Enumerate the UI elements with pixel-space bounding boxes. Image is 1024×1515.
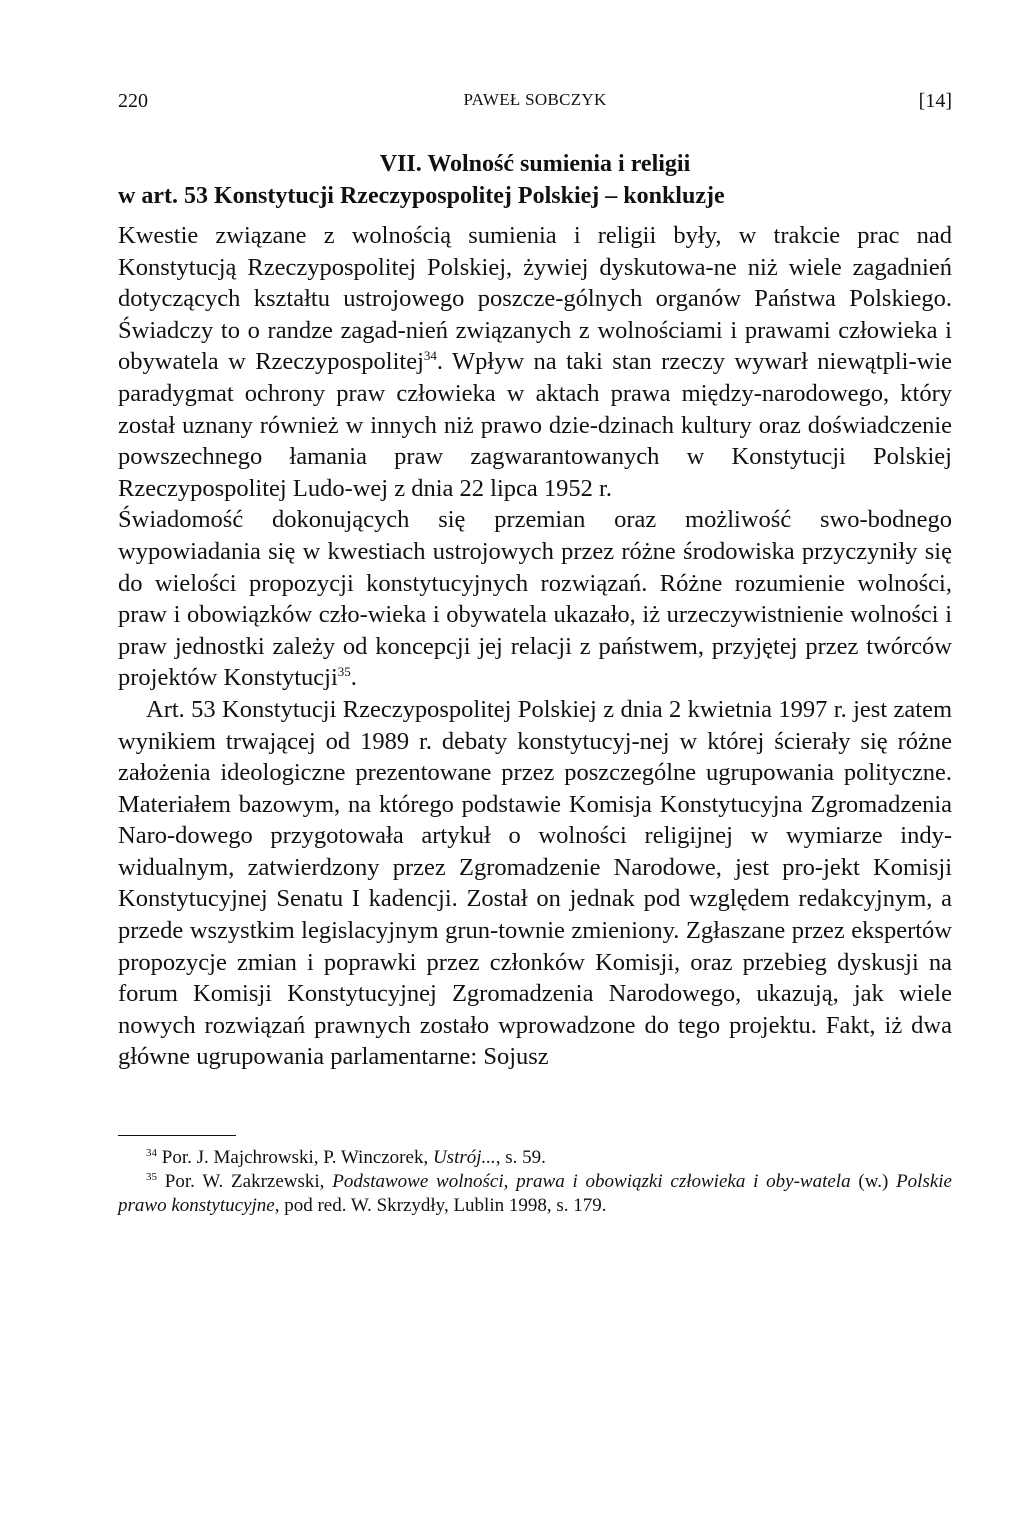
- paragraph-1-text-b: . Wpływ na taki stan rzeczy wywarł niewątpli-wie paradygmat ochrony praw człowieka w aktach prawa między-narodowego, który został uznany również w innych niż prawo dzie-dzinach kultury oraz doświadczenie powszechnego łamania praw zagwarantowanych w Konstytucji Polskiej Rzeczypospolitej Ludo-wej z dnia 22 lipca 1952 r.: [118, 348, 952, 502]
- paragraph-1: [118, 220, 952, 504]
- footnote-35-text-b: (w.): [850, 1171, 897, 1193]
- footnote-35-title: Podstawowe wolności, prawa i obowiązki człowieka i oby-watela: [332, 1171, 851, 1193]
- heading-line-1: VII. Wolność sumienia i religii: [379, 151, 691, 177]
- footnote-35: [118, 1170, 952, 1218]
- running-head: [118, 84, 952, 120]
- footnote-34-number: 34: [146, 1147, 157, 1160]
- footnote-34-text-a: Por. J. Majchrowski, P. Winczorek,: [161, 1147, 433, 1169]
- paragraph-2: [118, 504, 952, 694]
- footnotes: [118, 1146, 952, 1218]
- footnote-ref-35: 35: [337, 664, 351, 680]
- footnote-34: [118, 1146, 952, 1170]
- footnote-34-text-b: , s. 59.: [495, 1147, 546, 1169]
- page-number: 220: [118, 90, 148, 112]
- footnote-35-title-2: Polskie prawo konstytucyjne: [118, 1171, 952, 1217]
- footnote-35-number: 35: [146, 1171, 157, 1184]
- paragraph-1-text-a: Kwestie związane z wolnością sumienia i religii były, w trakcie prac nad Konstytucją Rzeczypospolitej Polskiej, żywiej dyskutowa-ne niż wiele zagadnień dotyczących kształtu ustrojowego poszcze-gólnych organów Państwa Polskiego. Świadczy to o randze zagad-nień związanych z wolnościami i prawami człowieka i obywatela w Rzeczypospolitej: [118, 222, 952, 376]
- book-page: [118, 84, 952, 1218]
- footnote-35-text-a: Por. W. Zakrzewski,: [164, 1171, 333, 1193]
- heading-line-2: w art. 53 Konstytucji Rzeczypospolitej Polskiej – konkluzje: [118, 183, 725, 209]
- running-head-author: PAWEŁ SOBCZYK: [463, 90, 607, 109]
- body-text: [118, 220, 952, 1073]
- paragraph-2-text-b: .: [350, 664, 357, 692]
- footnote-35-text-c: , pod red. W. Skrzydły, Lublin 1998, s. 179.: [274, 1195, 607, 1217]
- footnote-ref-34: 34: [423, 348, 437, 364]
- section-number: [14]: [918, 90, 952, 112]
- chapter-heading: [118, 148, 952, 212]
- paragraph-2-text-a: Świadomość dokonujących się przemian oraz możliwość swo-bodnego wypowiadania się w kwestiach ustrojowych przez różne środowiska przyczyniły się do wielości propozycji konstytucyjnych rozwiązań. Różne rozumienie wolności, praw i obowiązków czło-wieka i obywatela ukazało, iż urzeczywistnienie wolności i praw jednostki zależy od koncepcji jej relacji z państwem, przyjętej przez twórców projektów Konstytucji: [118, 506, 952, 692]
- footnote-34-title: Ustrój...: [432, 1147, 496, 1169]
- footnote-separator: [118, 1135, 236, 1136]
- paragraph-3: Art. 53 Konstytucji Rzeczypospolitej Polskiej z dnia 2 kwietnia 1997 r. jest zatem wynikiem trwającej od 1989 r. debaty konstytucyj-nej w której ścierały się różne założenia ideologiczne prezentowane przez poszczególne ugrupowania polityczne. Materiałem bazowym, na którego podstawie Komisja Konstytucyjna Zgromadzenia Naro-dowego przygotowała artykuł o wolności religijnej w wymiarze indy-widualnym, zatwierdzony przez Zgromadzenie Narodowe, jest pro-jekt Komisji Konstytucyjnej Senatu I kadencji. Został on jednak pod względem redakcyjnym, a przede wszystkim legislacyjnym grun-townie zmieniony. Zgłaszane przez ekspertów propozycje zmian i poprawki przez członków Komisji, oraz przebieg dyskusji na forum Komisji Konstytucyjnej Zgromadzenia Narodowego, ukazują, jak wiele nowych rozwiązań prawnych zostało wprowadzone do tego projektu. Fakt, iż dwa główne ugrupowania parlamentarne: Sojusz: [118, 695, 952, 1071]
